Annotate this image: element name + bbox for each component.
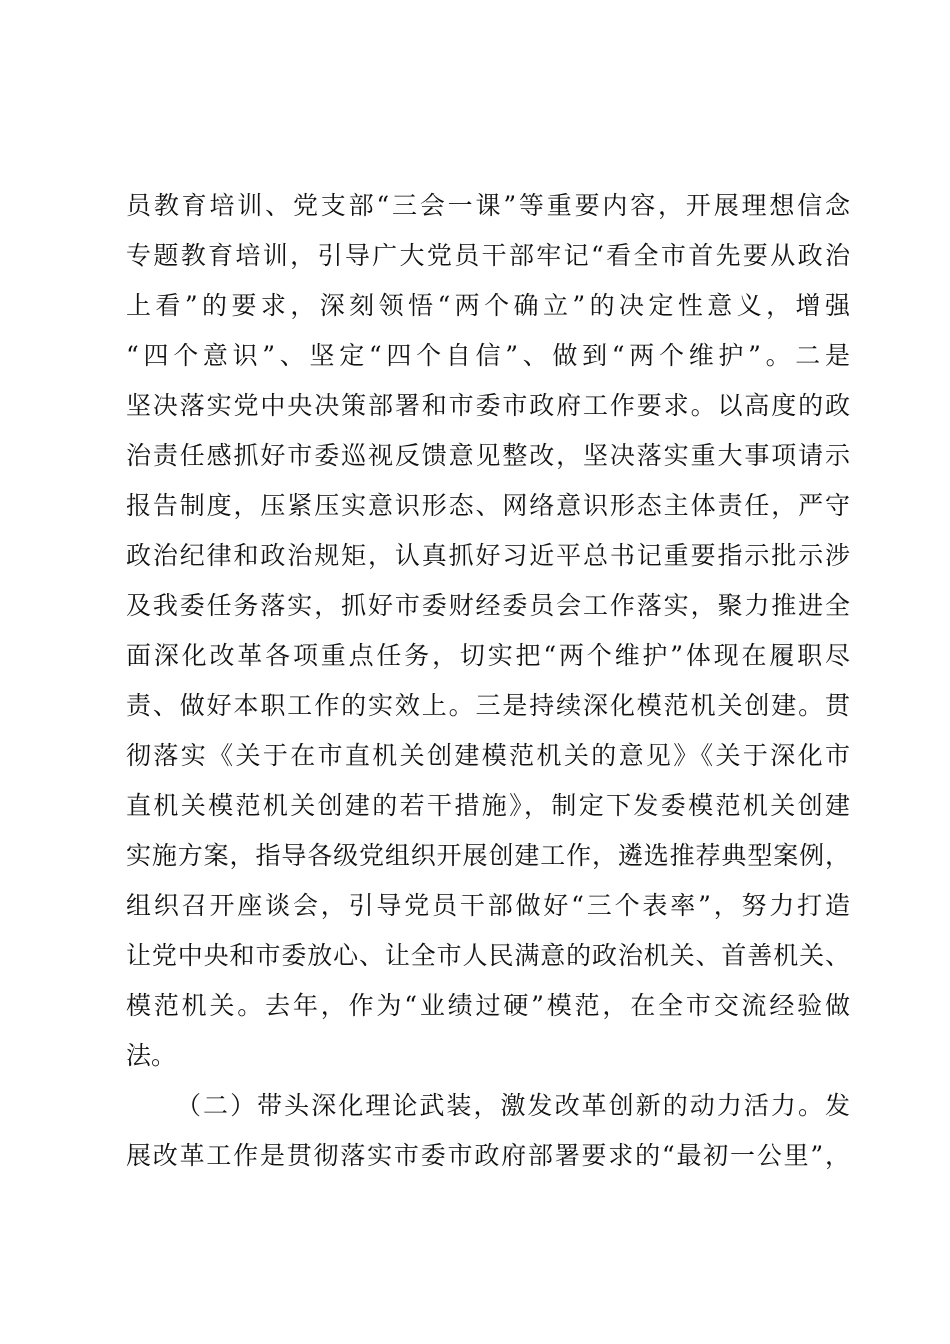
text-line-section-heading: （二）带头深化理论武装，激发改革创新的动力活力。发 <box>176 1091 850 1120</box>
text-line: 让党中央和市委放心、让全市人民满意的政治机关、首善机关、 <box>126 941 850 970</box>
text-line: 责、做好本职工作的实效上。三是持续深化模范机关创建。贯 <box>126 691 850 720</box>
text-line: 坚决落实党中央决策部署和市委市政府工作要求。以高度的政 <box>126 391 850 420</box>
text-line: 治责任感抓好市委巡视反馈意见整改，坚决落实重大事项请示 <box>126 441 850 470</box>
text-line: 政治纪律和政治规矩，认真抓好习近平总书记重要指示批示涉 <box>126 541 850 570</box>
text-line: 直机关模范机关创建的若干措施》，制定下发委模范机关创建 <box>126 791 850 820</box>
text-line: 组织召开座谈会，引导党员干部做好“三个表率”，努力打造 <box>126 891 850 920</box>
text-line: 彻落实《关于在市直机关创建模范机关的意见》《关于深化市 <box>126 741 850 770</box>
text-line: 员教育培训、党支部“三会一课”等重要内容，开展理想信念 <box>126 191 850 220</box>
text-line: 展改革工作是贯彻落实市委市政府部署要求的“最初一公里”， <box>126 1141 850 1170</box>
text-line: 及我委任务落实，抓好市委财经委员会工作落实，聚力推进全 <box>126 591 850 620</box>
text-line: 实施方案，指导各级党组织开展创建工作，遴选推荐典型案例， <box>126 841 850 870</box>
text-line: 专题教育培训，引导广大党员干部牢记“看全市首先要从政治 <box>126 241 850 270</box>
body-text <box>126 181 850 1181</box>
text-line-paragraph-end: 法。 <box>126 1041 177 1070</box>
text-line: 报告制度，压紧压实意识形态、网络意识形态主体责任，严守 <box>126 491 850 520</box>
text-line: 面深化改革各项重点任务，切实把“两个维护”体现在履职尽 <box>126 641 850 670</box>
text-line: “四个意识”、坚定“四个自信”、做到“两个维护”。二是 <box>126 341 850 370</box>
text-line: 上看”的要求，深刻领悟“两个确立”的决定性意义，增强 <box>126 291 850 320</box>
text-line: 模范机关。去年，作为“业绩过硬”模范，在全市交流经验做 <box>126 991 850 1020</box>
